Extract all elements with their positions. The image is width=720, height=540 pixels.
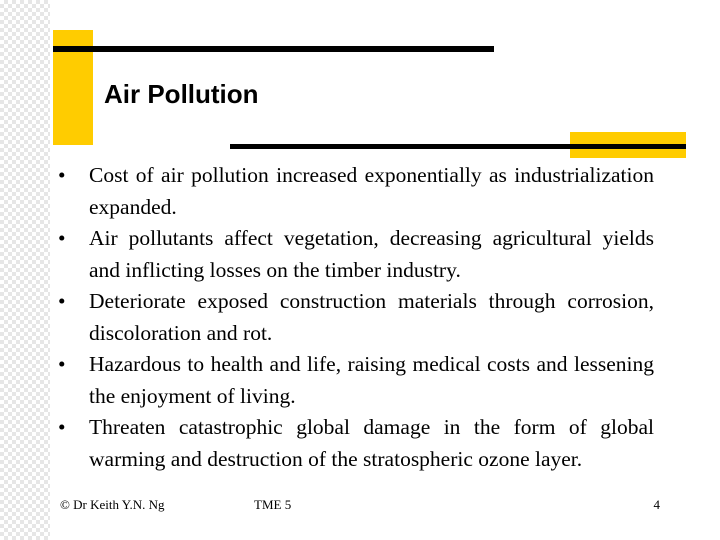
footer-author: © Dr Keith Y.N. Ng xyxy=(60,497,165,512)
title-underline-rule xyxy=(230,144,686,149)
bullet-text: Deteriorate exposed construction materials through corrosion, discoloration and rot. xyxy=(89,289,654,345)
bullet-item xyxy=(58,412,654,475)
bullet-text: Threaten catastrophic global damage in the form of global warming and destruction of the stratospheric ozone layer. xyxy=(89,415,654,471)
footer-page-number: 4 xyxy=(653,497,660,512)
bullet-list xyxy=(58,160,654,475)
bullet-item xyxy=(58,349,654,412)
bullet-text: Cost of air pollution increased exponentially as industrialization expanded. xyxy=(89,163,654,219)
top-rule xyxy=(53,46,494,52)
slide-title: Air Pollution xyxy=(104,79,259,109)
footer-course: TME 5 xyxy=(254,497,292,512)
bullet-item xyxy=(58,160,654,223)
bullet-item xyxy=(58,286,654,349)
checker-strip-decoration xyxy=(0,0,50,540)
bullet-text: Air pollutants affect vegetation, decreasing agricultural yields and inflicting losses on the timber industry. xyxy=(89,226,654,282)
bullet-dot-icon: • xyxy=(58,289,66,313)
bullet-dot-icon: • xyxy=(58,226,66,250)
bullet-dot-icon: • xyxy=(58,163,66,187)
bullet-dot-icon: • xyxy=(58,352,66,376)
bullet-item xyxy=(58,223,654,286)
bullet-text: Hazardous to health and life, raising medical costs and lessening the enjoyment of living. xyxy=(89,352,654,408)
bullet-dot-icon: • xyxy=(58,415,66,439)
